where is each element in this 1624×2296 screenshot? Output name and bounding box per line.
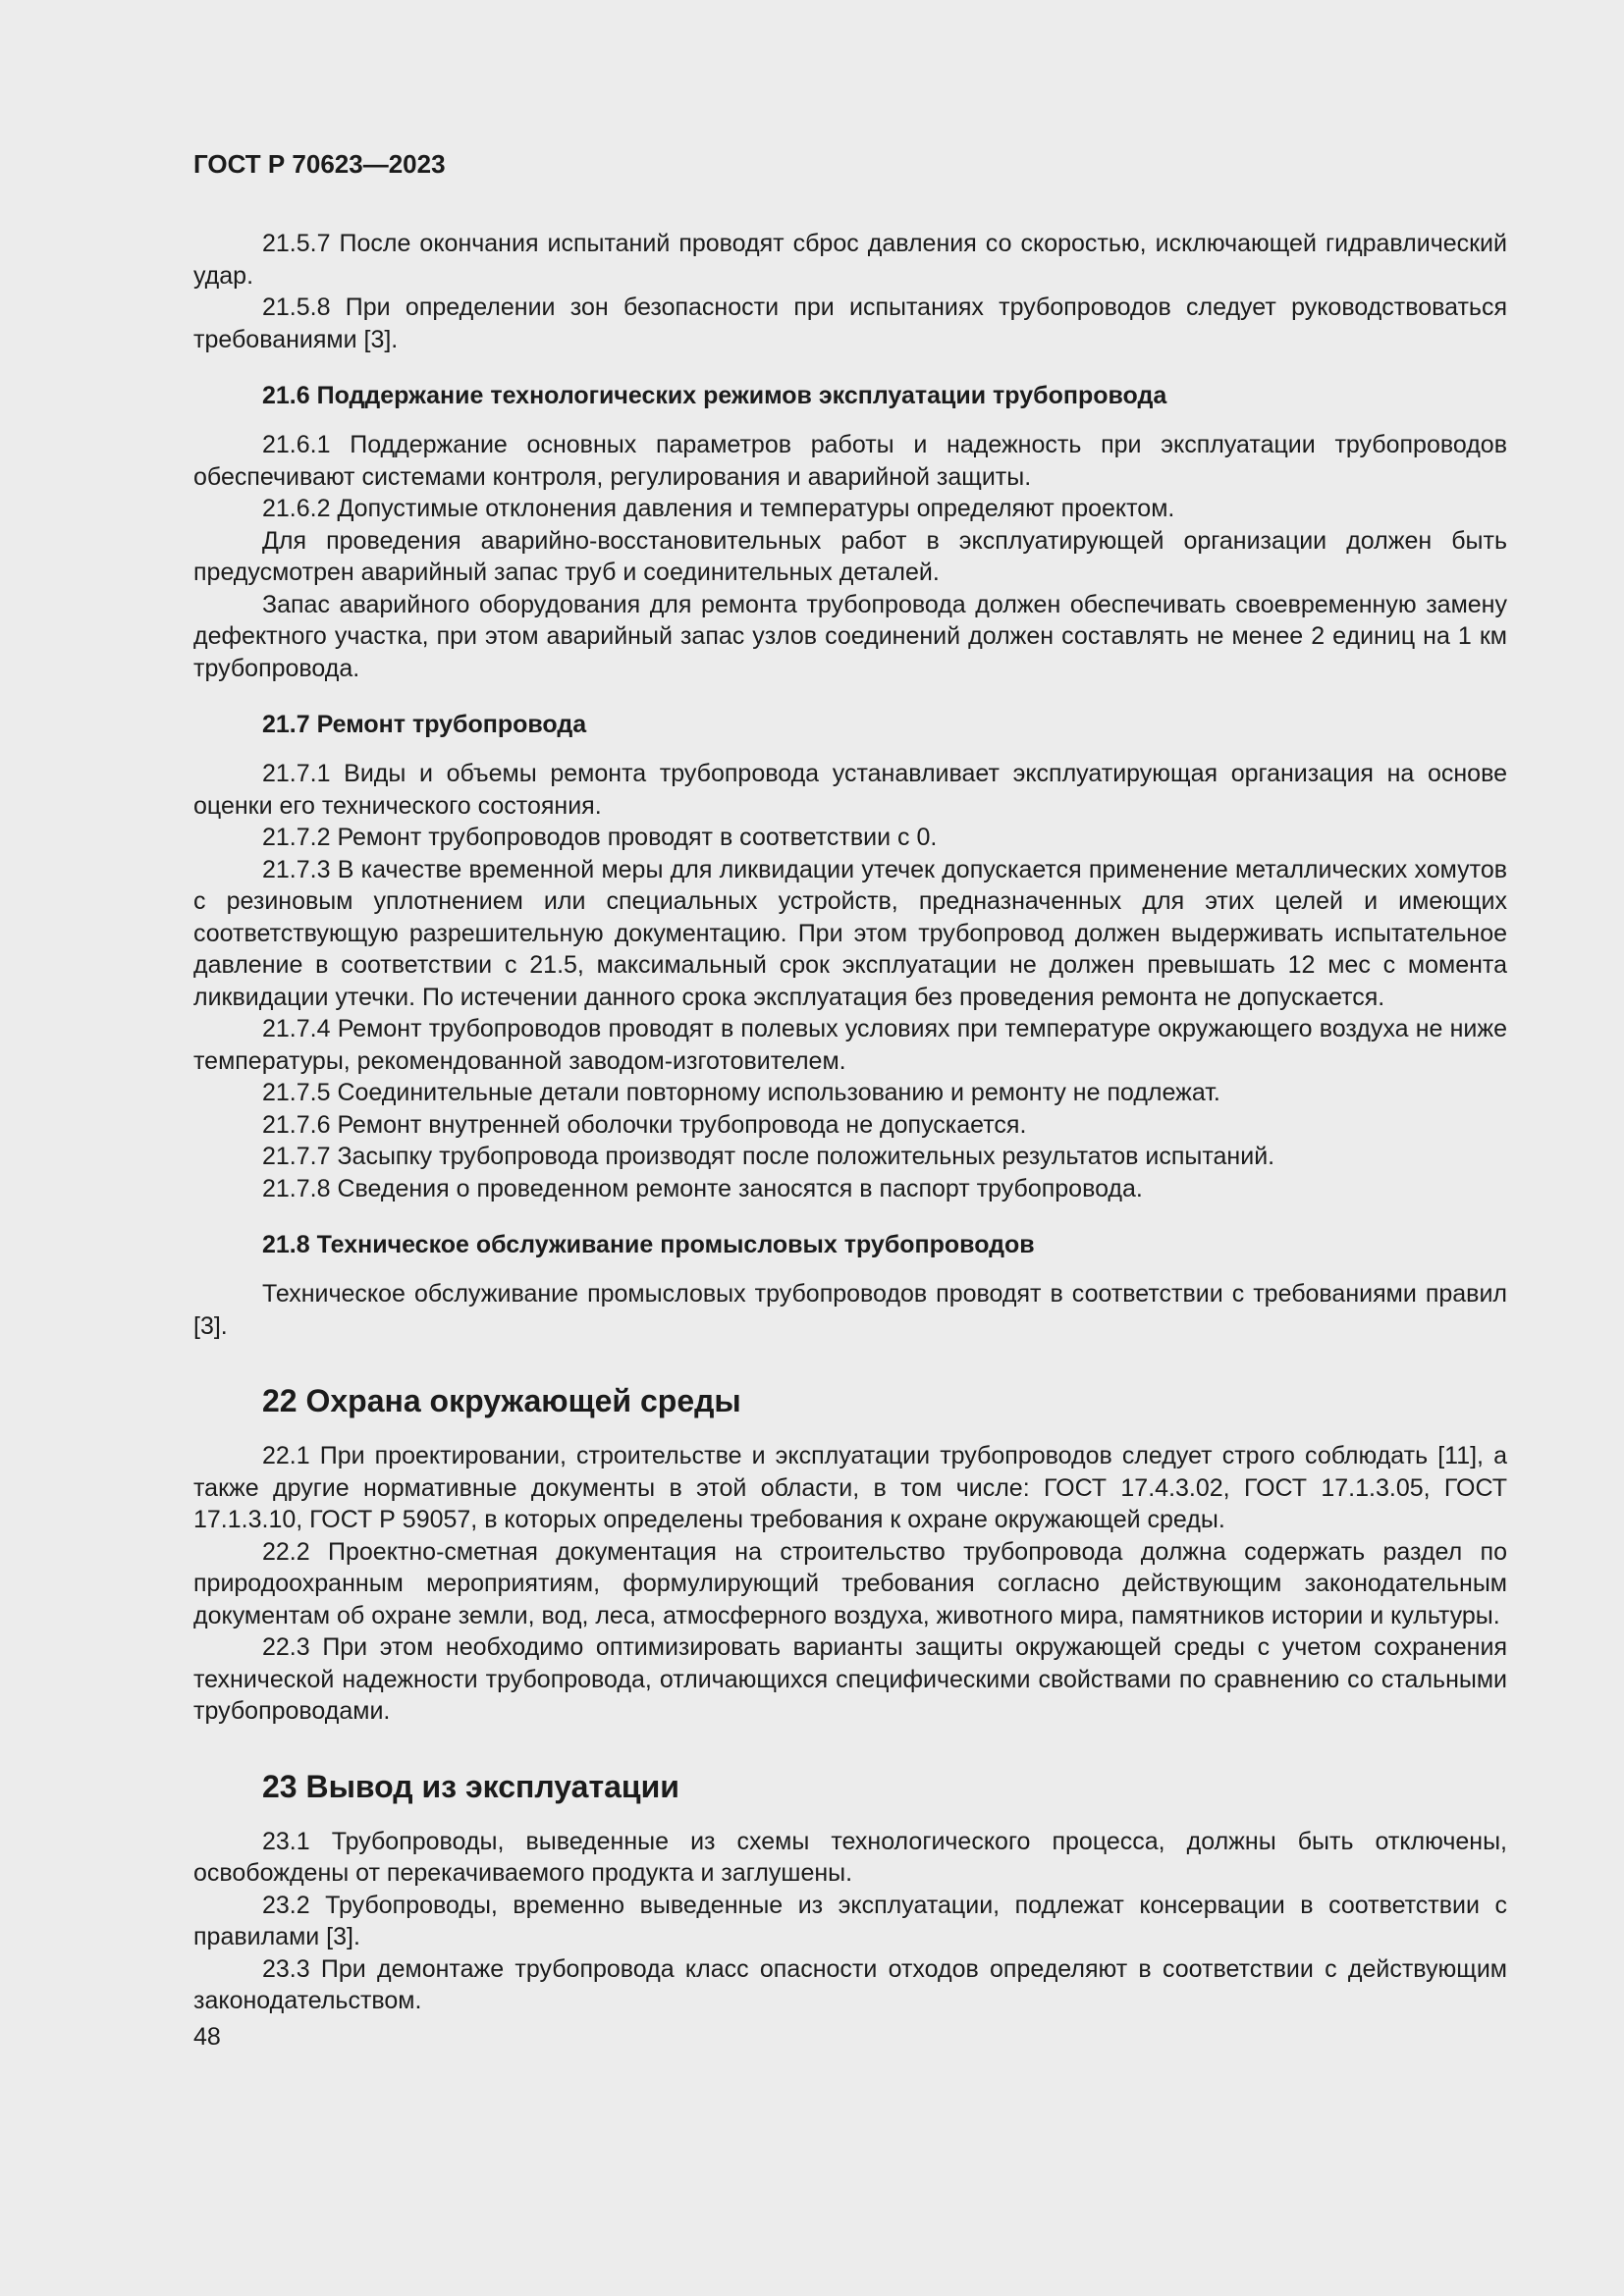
paragraph-21-7-1: 21.7.1 Виды и объемы ремонта трубопровода устанавливает эксплуатирующая организация на основе оценки его технического состояния. [193,760,1507,820]
paragraph-21-6-emergency-works: Для проведения аварийно-восстановительных работ в эксплуатирующей организации должен быть предусмотрен аварийный запас труб и соединительных деталей. [193,526,1507,586]
paragraph-21-7-2: 21.7.2 Ремонт трубопроводов проводят в соответствии с 0. [262,824,938,851]
paragraph-21-7-3: 21.7.3 В качестве временной меры для ликвидации утечек допускается применение металлических хомутов с резиновым уплотнением или специальных устройств, предназначенных для этих целей и имеющих соответствующую разрешительную документацию. При этом трубопровод должен выдерживать испытательное давление в соответствии с 21.5, максимальный срок эксплуатации не должен превышать 12 мес с момента ликвидации утечки. По истечении данного срока эксплуатация без проведения ремонта не допускается. [193,855,1507,1011]
page-number: 48 [193,2022,221,2051]
section-title-21-8: 21.8 Техническое обслуживание промысловых трубопроводов [262,1231,1035,1258]
paragraph-22-1: 22.1 При проектировании, строительстве и эксплуатации трубопроводов следует строго соблюдать [11], а также другие нормативные документы в этой области, в том числе: ГОСТ 17.4.3.02, ГОСТ 17.1.3.05, ГОСТ 17.1.3.10, ГОСТ Р 59057, в которых определены требования к охране окружающей среды. [193,1442,1507,1533]
paragraph-21-7-4: 21.7.4 Ремонт трубопроводов проводят в полевых условиях при температуре окружающего воздуха не ниже температуры, рекомендованной заводом-изготовителем. [193,1015,1507,1075]
paragraph-22-2: 22.2 Проектно-сметная документация на строительство трубопровода должна содержать раздел по природоохранным мероприятиям, формулирующий требования согласно действующим законодательным документам об охране земли, вод, леса, атмосферного воздуха, животного мира, памятников истории и культуры. [193,1537,1507,1629]
paragraph-22-3: 22.3 При этом необходимо оптимизировать варианты защиты окружающей среды с учетом сохранения технической надежности трубопровода, отличающихся специфическими свойствами по сравнению со стальными трубопроводами. [193,1633,1507,1725]
chapter-title-22: 22 Охрана окружающей среды [262,1383,741,1418]
paragraph-21-8-maintenance: Техническое обслуживание промысловых трубопроводов проводят в соответствии с требованиями правил [3]. [193,1280,1507,1340]
section-title-21-7: 21.7 Ремонт трубопровода [262,711,587,738]
document-page [193,147,1507,2053]
paragraph-21-7-8: 21.7.8 Сведения о проведенном ремонте заносятся в паспорт трубопровода. [262,1174,1143,1202]
paragraph-21-6-emergency-stock: Запас аварийного оборудования для ремонта трубопровода должен обеспечивать своевременную замену дефектного участка, при этом аварийный запас узлов соединений должен составлять не менее 2 единиц на 1 км трубопровода. [193,590,1507,682]
document-code-header: ГОСТ Р 70623—2023 [193,149,446,179]
paragraph-23-1: 23.1 Трубопроводы, выведенные из схемы технологического процесса, должны быть отключены, освобождены от перекачиваемого продукта и заглушены. [193,1827,1507,1887]
paragraph-21-7-6: 21.7.6 Ремонт внутренней оболочки трубопровода не допускается. [262,1110,1027,1139]
section-title-21-6: 21.6 Поддержание технологических режимов эксплуатации трубопровода [262,382,1167,409]
paragraph-23-2: 23.2 Трубопроводы, временно выведенные из эксплуатации, подлежат консервации в соответствии с правилами [3]. [193,1891,1507,1950]
chapter-title-23: 23 Вывод из эксплуатации [262,1768,679,1804]
paragraph-21-7-7: 21.7.7 Засыпку трубопровода производят после положительных результатов испытаний. [262,1143,1275,1170]
paragraph-21-6-2: 21.6.2 Допустимые отклонения давления и температуры определяют проектом. [262,495,1175,522]
paragraph-21-5-8: 21.5.8 При определении зон безопасности при испытаниях трубопроводов следует руководствоваться требованиями [3]. [193,294,1507,353]
paragraph-21-6-1: 21.6.1 Поддержание основных параметров работы и надежность при эксплуатации трубопроводов обеспечивают системами контроля, регулирования и аварийной защиты. [193,431,1507,491]
paragraph-21-7-5: 21.7.5 Соединительные детали повторному использованию и ремонту не подлежат. [262,1079,1220,1106]
paragraph-21-5-7: 21.5.7 После окончания испытаний проводят сброс давления со скоростью, исключающей гидравлический удар. [193,230,1507,290]
paragraph-23-3: 23.3 При демонтаже трубопровода класс опасности отходов определяют в соответствии с действующим законодательством. [193,1954,1507,2014]
